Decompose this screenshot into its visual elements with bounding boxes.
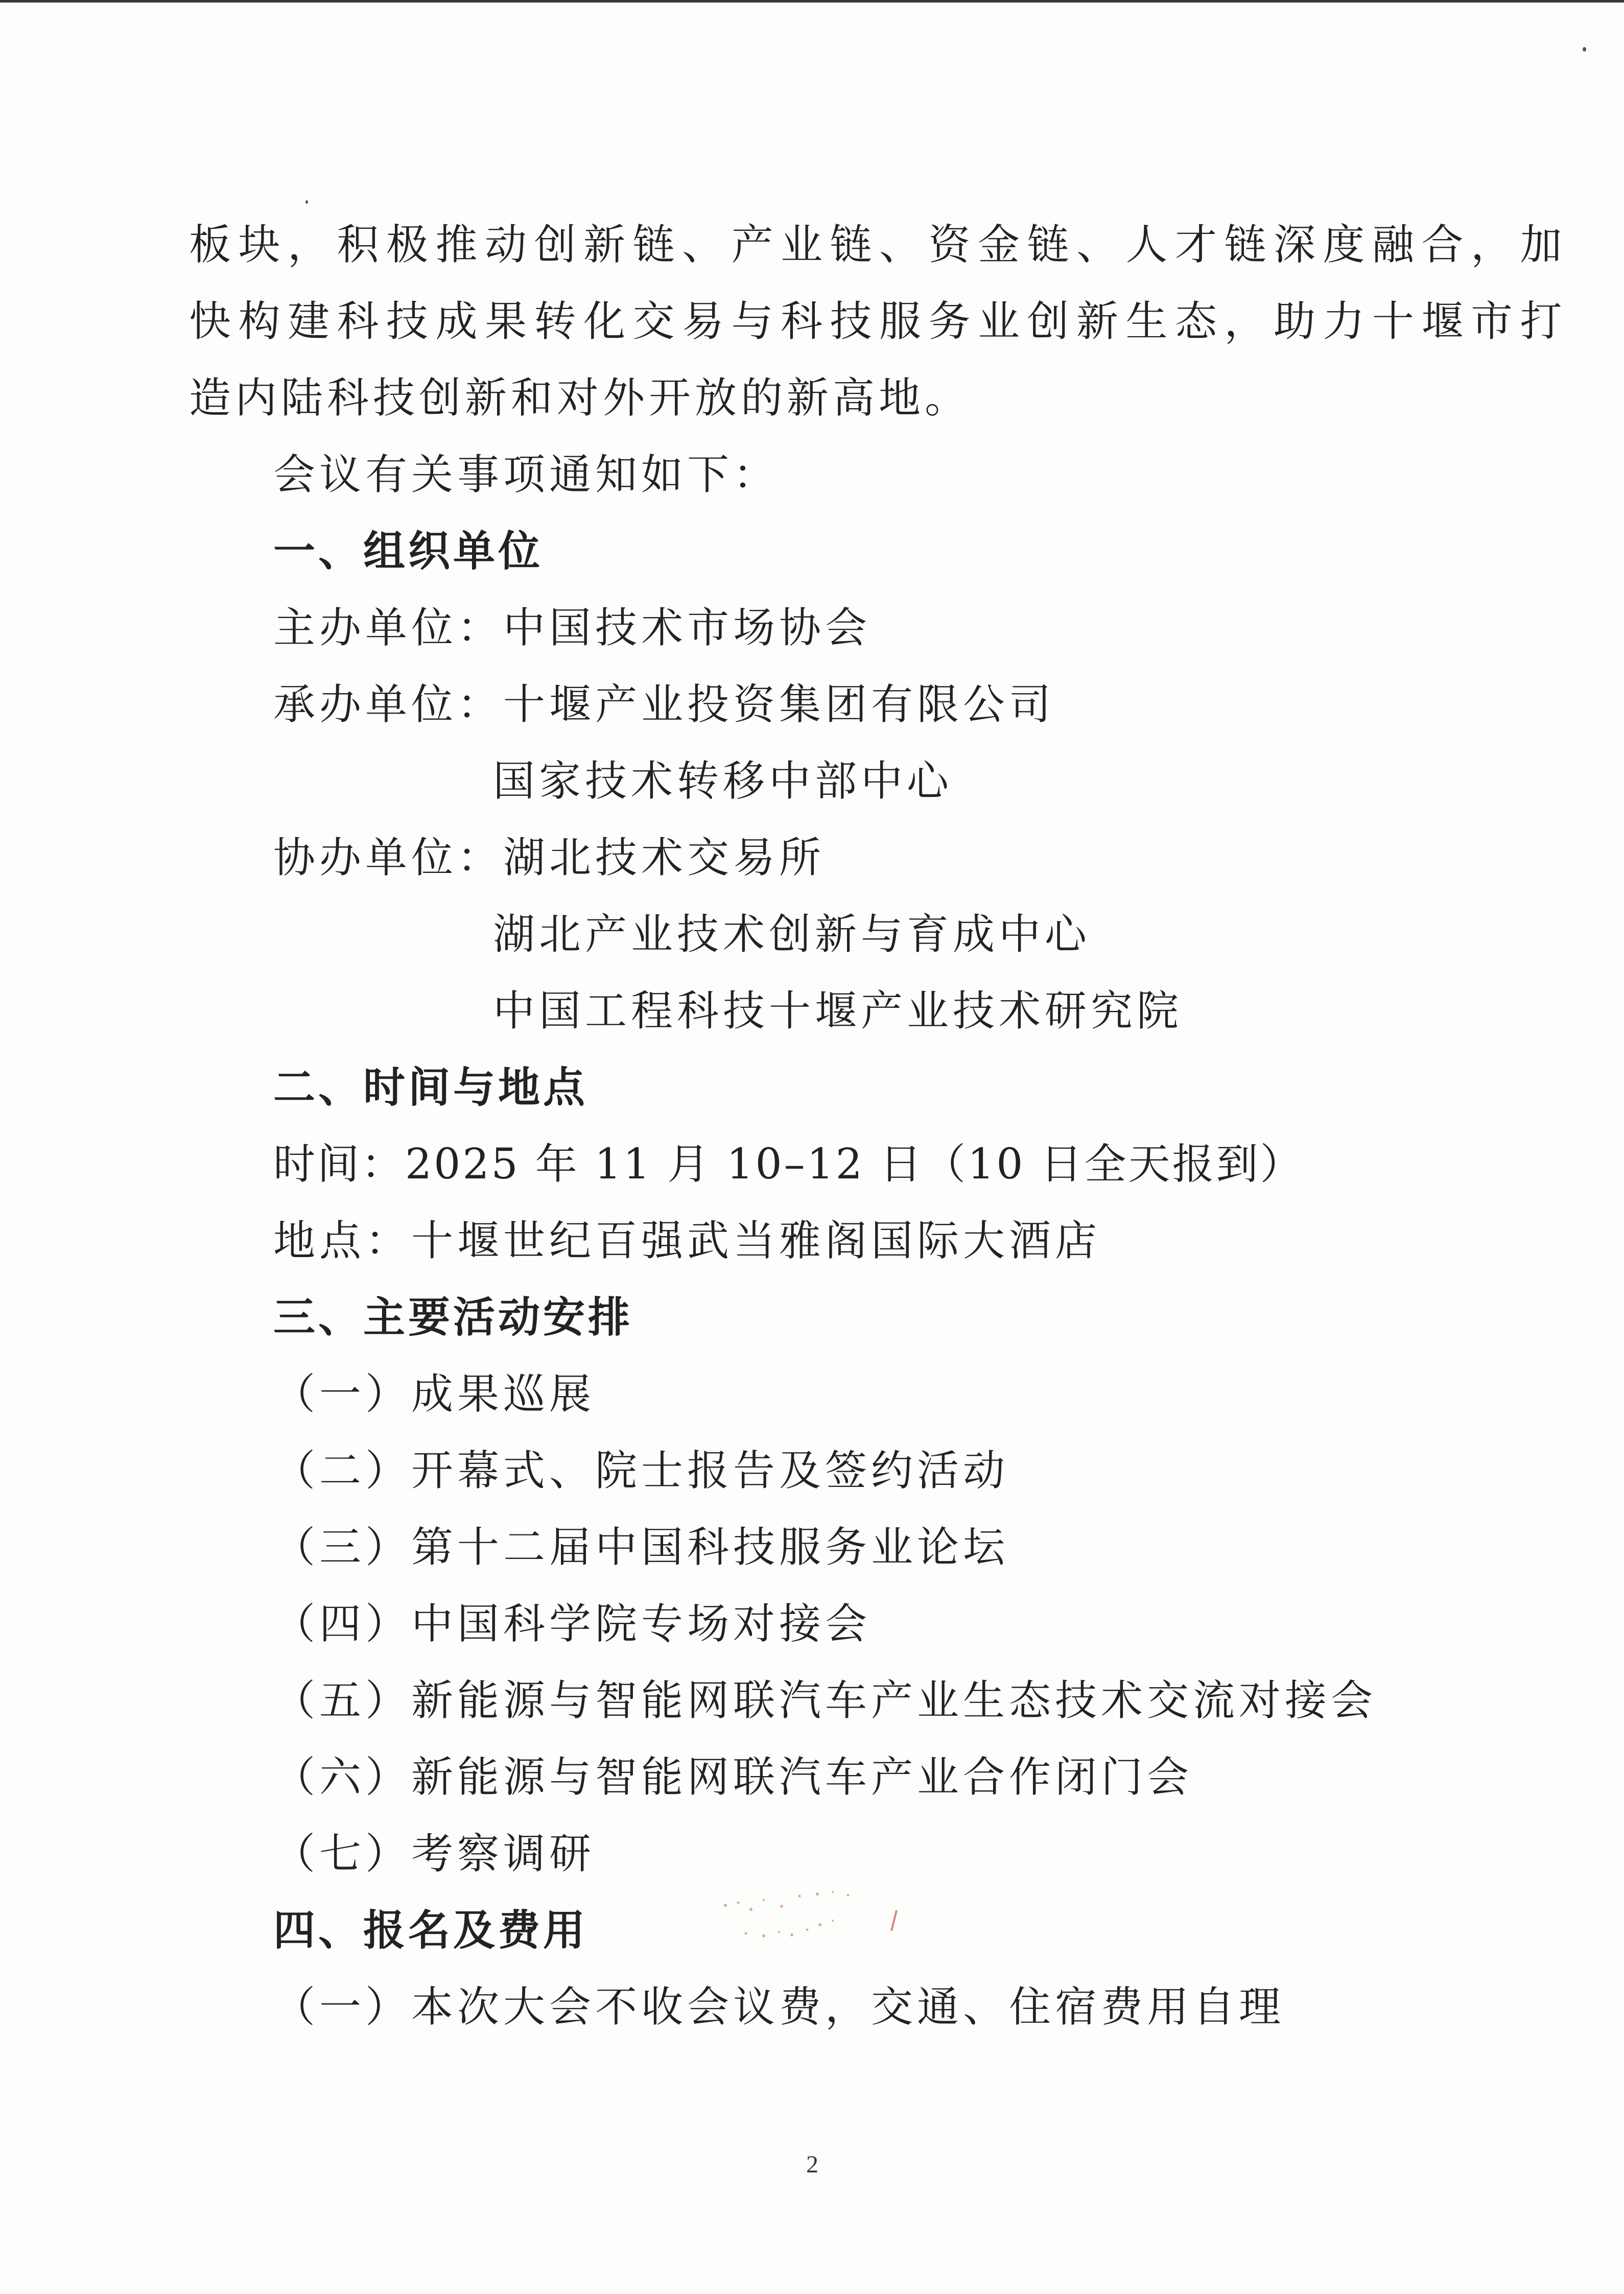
activity-item: （七）考察调研 [273,1830,596,1878]
activity-item: （四）中国科学院专场对接会 [273,1600,872,1648]
intro-line-1: 板块，积极推动创新链、产业链、资金链、人才链深度融合，加 [189,221,1570,269]
organizer-label: 承办单位： [273,680,504,729]
co-organizer-label: 协办单位： [273,834,504,882]
section-heading-time-place: 二、时间与地点 [273,1063,589,1112]
registration-item: （一）本次大会不收会议费，交通、住宿费用自理 [273,1983,1285,2031]
notice-line: 会议有关事项通知如下： [273,451,780,499]
page-number: 2 [806,2151,818,2178]
stamp-residue [715,1885,909,1961]
host-label: 主办单位： [273,604,504,652]
organizer-value-1: 十堰产业投资集团有限公司 [503,680,1055,729]
activity-item: （二）开幕式、院士报告及签约活动 [273,1447,1009,1495]
activity-item: （五）新能源与智能网联汽车产业生态技术交流对接会 [273,1676,1377,1725]
section-heading-activities: 三、主要活动安排 [273,1293,633,1342]
host-row [273,603,871,654]
co-organizer-value-1: 湖北技术交易所 [503,834,826,882]
host-value: 中国技术市场协会 [503,604,872,652]
activity-item: （六）新能源与智能网联汽车产业合作闭门会 [273,1753,1193,1802]
co-organizer-row [273,833,825,884]
scan-speck [305,200,308,204]
section-heading-registration: 四、报名及费用 [273,1906,589,1955]
co-organizer-value-2: 湖北产业技术创新与育成中心 [493,910,1091,959]
time-line: 时间：2025 年 11 月 10–12 日（10 日全天报到） [273,1140,1304,1189]
organizer-row [273,679,1055,730]
organizer-value-2: 国家技术转移中部中心 [493,757,953,806]
co-organizer-value-3: 中国工程科技十堰产业技术研究院 [493,987,1183,1035]
activity-item: （三）第十二届中国科技服务业论坛 [273,1523,1009,1572]
scan-speck [1583,47,1586,52]
section-heading-organizers: 一、组织单位 [273,527,544,576]
place-line: 地点：十堰世纪百强武当雅阁国际大酒店 [273,1217,1101,1265]
intro-line-2: 快构建科技成果转化交易与科技服务业创新生态，助力十堰市打 [189,297,1570,346]
intro-line-3: 造内陆科技创新和对外开放的新高地。 [189,374,971,422]
scan-edge [0,0,1624,3]
activity-item: （一）成果巡展 [273,1370,596,1418]
